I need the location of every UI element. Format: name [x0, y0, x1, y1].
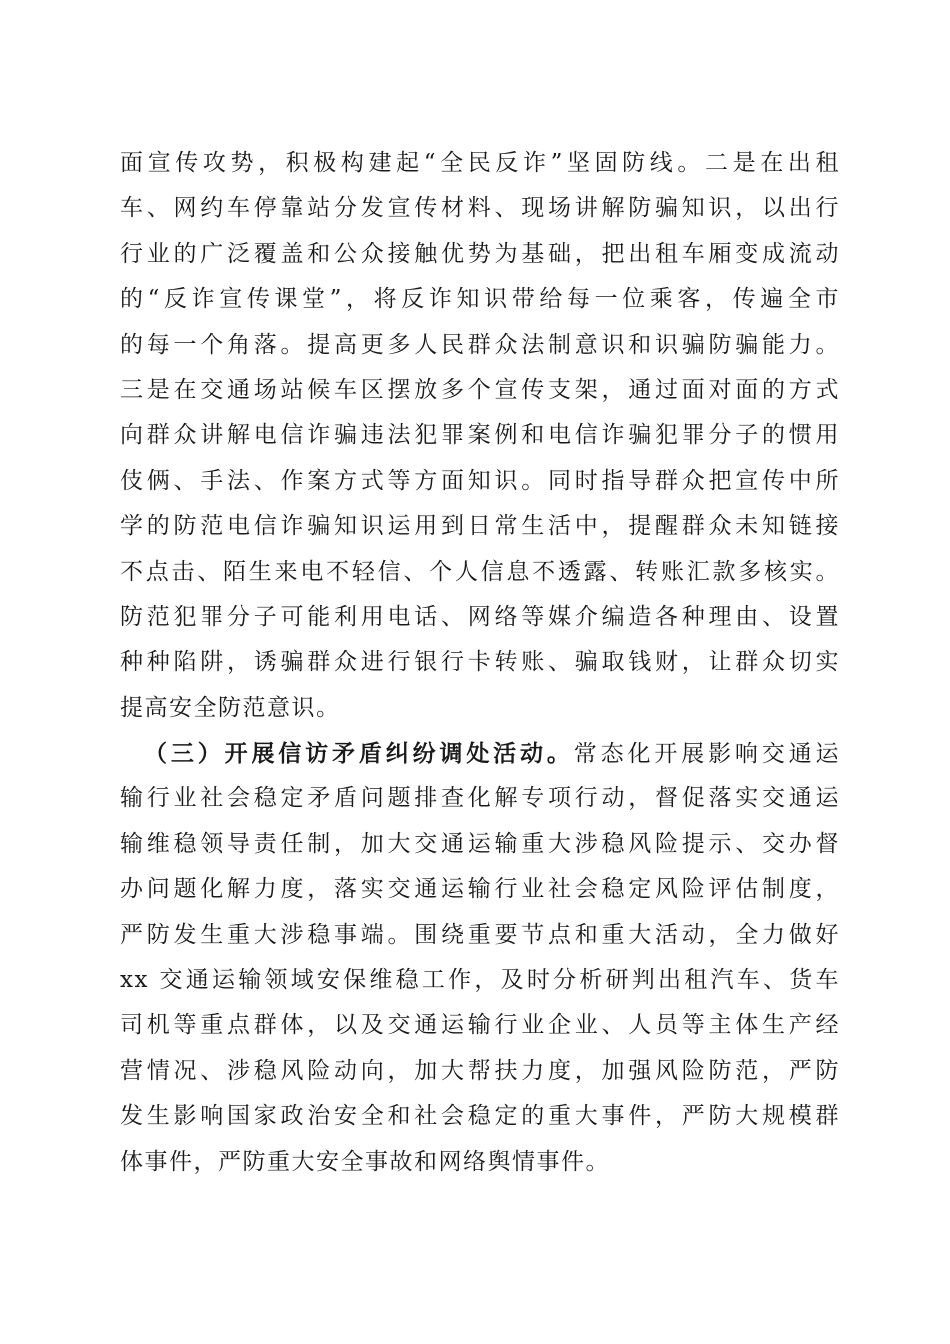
text-line: 司机等重点群体，以及交通运输行业企业、人员等主体生产经 — [120, 1012, 840, 1039]
section-heading-line — [120, 731, 840, 776]
text-line: 伎俩、手法、作案方式等方面知识。同时指导群众把宣传中所 — [120, 467, 840, 494]
text-line: 防范犯罪分子可能利用电话、网络等媒介编造各种理由、设置 — [120, 603, 840, 630]
text-line: 的“反诈宣传课堂”，将反诈知识带给每一位乘客，传遍全市 — [120, 286, 840, 313]
document-body — [120, 141, 840, 1185]
paragraph-2 — [120, 731, 840, 1185]
text-line: 种种陷阱，诱骗群众进行银行卡转账、骗取钱财，让群众切实 — [120, 649, 840, 676]
text-line: 的每一个角落。提高更多人民群众法制意识和识骗防骗能力。 — [120, 331, 840, 358]
text-line: 输维稳领导责任制，加大交通运输重大涉稳风险提示、交办督 — [120, 830, 840, 857]
text-line: 发生影响国家政治安全和社会稳定的重大事件，严防大规模群 — [120, 1103, 840, 1130]
text-line: 提高安全防范意识。 — [120, 694, 341, 721]
text-line: 体事件，严防重大安全事故和网络舆情事件。 — [120, 1148, 610, 1175]
paragraph-1 — [120, 141, 840, 731]
section-heading: （三）开展信访矛盾纠纷调处活动。 — [144, 740, 574, 768]
text-line: 营情况、涉稳风险动向，加大帮扶力度，加强风险防范，严防 — [120, 1057, 840, 1084]
text-line: 办问题化解力度，落实交通运输行业社会稳定风险评估制度， — [120, 876, 840, 903]
text-line: 车、网约车停靠站分发宣传材料、现场讲解防骗知识，以出行 — [120, 195, 840, 222]
text-line: 不点击、陌生来电不轻信、个人信息不透露、转账汇款多核实。 — [120, 558, 840, 585]
text-line: 三是在交通场站候车区摆放多个宣传支架，通过面对面的方式 — [120, 376, 840, 403]
text-line: 学的防范电信诈骗知识运用到日常生活中，提醒群众未知链接 — [120, 513, 840, 540]
text-line: 向群众讲解电信诈骗违法犯罪案例和电信诈骗犯罪分子的惯用 — [120, 422, 840, 449]
text-line: 行业的广泛覆盖和公众接触优势为基础，把出租车厢变成流动 — [120, 240, 840, 267]
text-line: 输行业社会稳定矛盾问题排查化解专项行动，督促落实交通运 — [120, 785, 840, 812]
text-line: 严防发生重大涉稳事端。围绕重要节点和重大活动，全力做好 — [120, 921, 840, 948]
text-line: 面宣传攻势，积极构建起“全民反诈”坚固防线。二是在出租 — [120, 150, 840, 176]
text-fragment: 常态化开展影响交通运 — [573, 741, 841, 768]
text-line: xx 交通运输领域安保维稳工作，及时分析研判出租汽车、货车 — [120, 967, 840, 994]
